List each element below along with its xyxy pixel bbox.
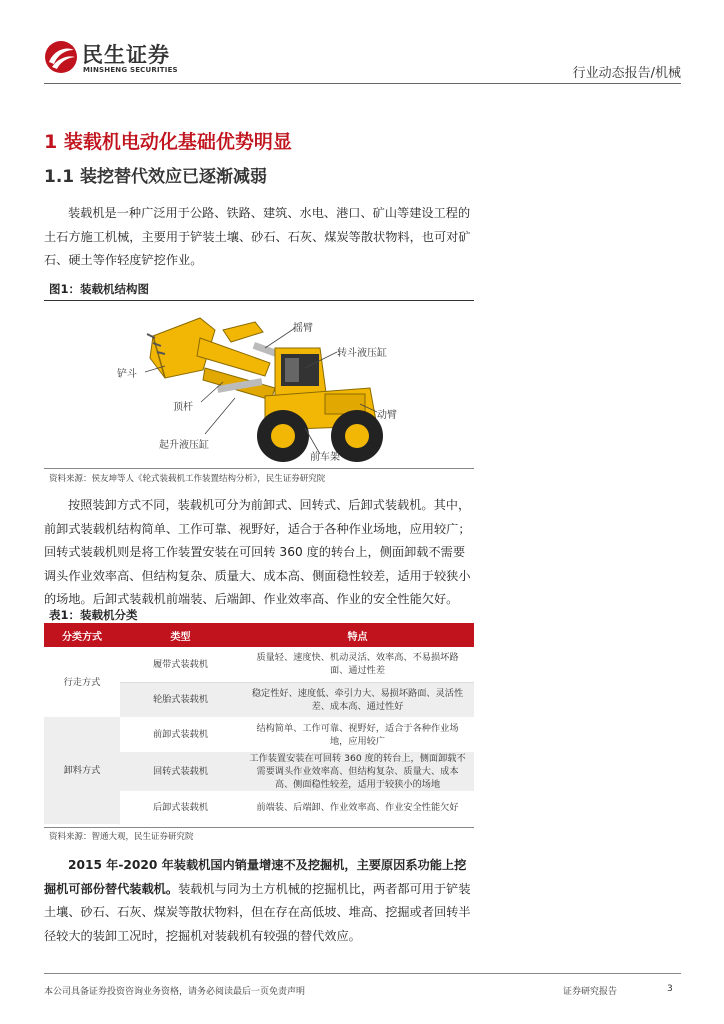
minsheng-logo-icon <box>44 40 78 74</box>
paragraph-text: 按照装卸方式不同，装载机可分为前卸式、回转式、后卸式装载机。其中，前卸式装载机结构简单、工作可靠、视野好，适合于各种作业场地，应用较广；回转式装载机则是将工作装置安装在可回转 360 度的转台上，侧面卸载不需要调头作业效率高、但结构复杂、质量大、成本高、侧面稳性较差，适用于较狭小的场地。后卸式装载机前端装、后端卸、作业效率高、作业的安全性能欠好。 <box>44 498 471 606</box>
report-type: 行业动态报告/机械 <box>572 66 681 81</box>
paragraph-classification <box>44 494 474 612</box>
footer-label: 证券研究报告 <box>563 987 618 997</box>
feature-cell: 稳定性好、速度低、牵引力大、易损坏路面、灵活性差、成本高、通过性好 <box>241 682 474 717</box>
feature-cell: 结构简单、工作可靠、视野好，适合于各种作业场地，应用较广 <box>256 722 459 747</box>
label-bucket-cylinder: 转斗液压缸 <box>337 348 387 359</box>
table-header-row <box>44 623 474 647</box>
type-cell: 回转式装载机 <box>120 752 241 791</box>
page-header <box>44 38 681 84</box>
type-cell: 轮胎式装载机 <box>120 682 241 717</box>
label-push-rod: 顶杆 <box>173 402 193 413</box>
label-lift-cylinder: 起升液压缸 <box>159 440 209 451</box>
feature-cell: 质量轻、速度快、机动灵活、效率高、不易损坏路面、通过性差 <box>241 647 474 682</box>
column-header: 分类方式 <box>44 623 120 647</box>
footer-disclaimer: 本公司具备证券投资咨询业务资格，请务必阅读最后一页免责声明 <box>44 987 306 997</box>
paragraph-bold-lead: 2015 年-2020 年装载机国内销量增速不及挖掘机，主要原因系功能上挖掘机可部份替代装载机。 <box>44 858 467 896</box>
paragraph-text: 装载机是一种广泛用于公路、铁路、建筑、水电、港口、矿山等建设工程的土石方施工机械，主要用于铲装土壤、砂石、石灰、煤炭等散状物料，也可对矿石、硬土等作轻度铲挖作业。 <box>44 206 471 267</box>
subsection-heading: 1.1 装挖替代效应已逐渐减弱 <box>44 167 268 187</box>
loader-classification-table <box>44 623 474 824</box>
feature-cell: 工作装置安装在可回转 360 度的转台上，侧面卸载不需要调头作业效率高、但结构复杂、质量大、成本高、侧面稳性较差，适用于较狭小的场地 <box>241 752 474 791</box>
label-front-frame: 前车架 <box>310 452 340 463</box>
type-cell: 后卸式装载机 <box>152 802 209 813</box>
group-cell: 卸料方式 <box>44 717 120 824</box>
table-bottom-rule <box>44 827 474 828</box>
table-title: 表1：装载机分类 <box>49 608 138 622</box>
minsheng-logo <box>44 38 194 78</box>
label-rocker-arm: 摇臂 <box>293 323 313 334</box>
wheel-loader-image <box>105 308 405 468</box>
paragraph-intro <box>44 202 474 273</box>
footer-divider <box>44 973 681 974</box>
group-cell: 行走方式 <box>44 647 120 717</box>
label-boom: 动臂 <box>377 410 397 421</box>
page-number: 3 <box>667 984 673 994</box>
paragraph-body: 装载机与同为土方机械的挖掘机比，两者都可用于铲装土壤、砂石、石灰、煤炭等散状物料，但在存在高低坡、堆高、挖掘或者回转半径较大的装卸工况时，挖掘机对装载机有较强的替代效应。 <box>44 881 471 943</box>
paragraph-text <box>44 854 474 948</box>
logo-cn-text: 民生证券 <box>82 43 170 67</box>
section-heading: 1 装载机电动化基础优势明显 <box>44 131 292 153</box>
type-cell: 前卸式装载机 <box>152 729 209 740</box>
loader-diagram <box>105 308 405 468</box>
header-divider <box>44 83 681 84</box>
column-header: 特点 <box>241 623 474 647</box>
paragraph-sales <box>44 854 474 948</box>
table-row <box>44 647 474 682</box>
feature-cell: 前端装、后端卸、作业效率高、作业安全性能欠好 <box>256 802 459 813</box>
logo-en-text: MINSHENG SECURITIES <box>83 66 178 74</box>
figure-title: 图1：装载机结构图 <box>44 281 474 301</box>
table-source: 资料来源：智通大观，民生证券研究院 <box>49 832 194 842</box>
table-row <box>44 717 474 752</box>
figure-source: 资料来源：侯友坤等人《轮式装载机工作装置结构分析》，民生证券研究院 <box>44 468 474 484</box>
label-bucket: 铲斗 <box>117 369 137 380</box>
column-header: 类型 <box>120 623 241 647</box>
type-cell: 履带式装载机 <box>120 647 241 682</box>
